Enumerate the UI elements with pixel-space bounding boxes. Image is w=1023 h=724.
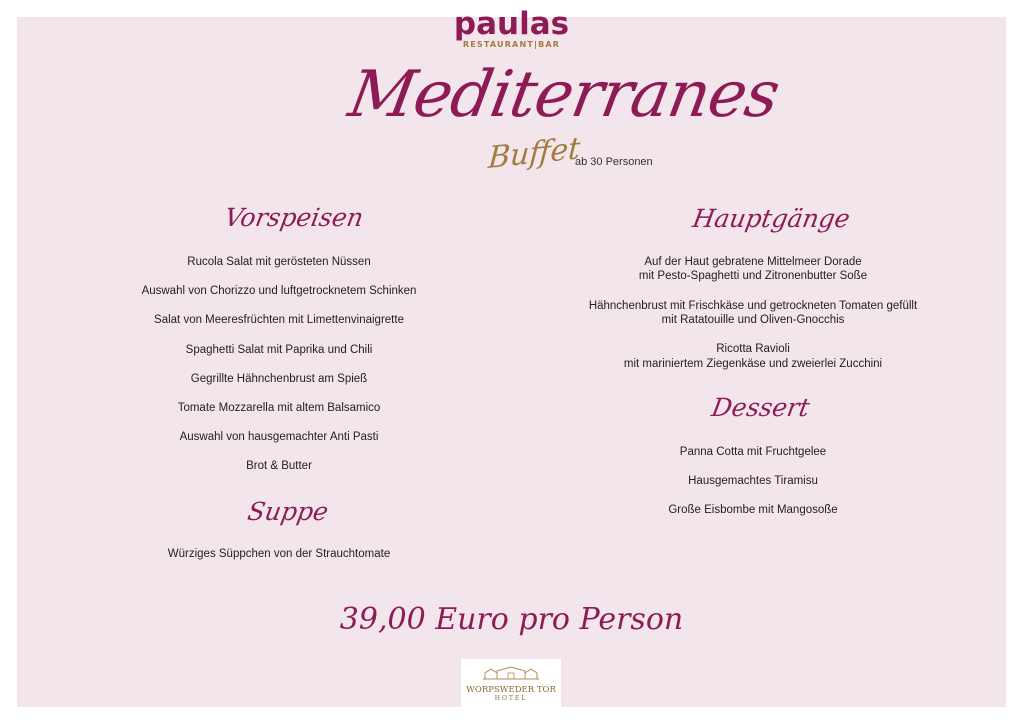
soup-heading: Suppe [245, 497, 331, 526]
restaurant-logo [0, 8, 1023, 50]
dessert-heading: Dessert [709, 393, 812, 422]
dessert-item: Große Eisbombe mit Mangosoße [668, 504, 838, 516]
main-item-line: Auf der Haut gebratene Mittelmeer Dorade [644, 256, 862, 268]
main-item-line: mit Ratatouille und Oliven-Gnocchis [661, 314, 845, 326]
starter-item: Auswahl von Chorizzo und luftgetrocknetem Schinken [141, 285, 417, 297]
price-line: 39,00 Euro pro Person [339, 602, 684, 637]
hotel-logo [461, 659, 561, 707]
starter-item: Salat von Meeresfrüchten mit Limettenvinaigrette [154, 314, 404, 326]
hotel-name: WORPSWEDER TOR [466, 685, 556, 695]
starter-item: Brot & Butter [246, 460, 312, 472]
main-item-line: Hähnchenbrust mit Frischkäse und getrockneten Tomaten gefüllt [588, 300, 918, 312]
logo-name: paulas [453, 6, 570, 42]
dessert-item: Hausgemachtes Tiramisu [688, 475, 818, 487]
persons-note: ab 30 Personen [575, 156, 653, 168]
menu-subtitle: Buffet [487, 130, 582, 177]
hotel-subtitle: HOTEL [494, 695, 528, 702]
starter-item: Auswahl von hausgemachter Anti Pasti [179, 431, 379, 443]
hotel-building-icon [461, 665, 561, 685]
dessert-item: Panna Cotta mit Fruchtgelee [679, 446, 827, 458]
main-item-line: mit Pesto-Spaghetti und Zitronenbutter Soße [638, 270, 868, 282]
starter-item: Spaghetti Salat mit Paprika und Chili [185, 344, 373, 356]
menu-title: Mediterranes [343, 58, 785, 132]
main-item-line: mit mariniertem Ziegenkäse und zweierlei Zucchini [623, 358, 883, 370]
soup-item: Würziges Süppchen von der Strauchtomate [167, 548, 391, 560]
logo-subtitle: RESTAURANT|BAR [462, 40, 561, 49]
mains-heading: Hauptgänge [690, 204, 853, 233]
main-item-line: Ricotta Ravioli [716, 343, 790, 355]
starter-item: Tomate Mozzarella mit altem Balsamico [177, 402, 381, 414]
starters-heading: Vorspeisen [222, 203, 366, 232]
starter-item: Gegrillte Hähnchenbrust am Spieß [190, 373, 368, 385]
starter-item: Rucola Salat mit gerösteten Nüssen [187, 256, 371, 268]
